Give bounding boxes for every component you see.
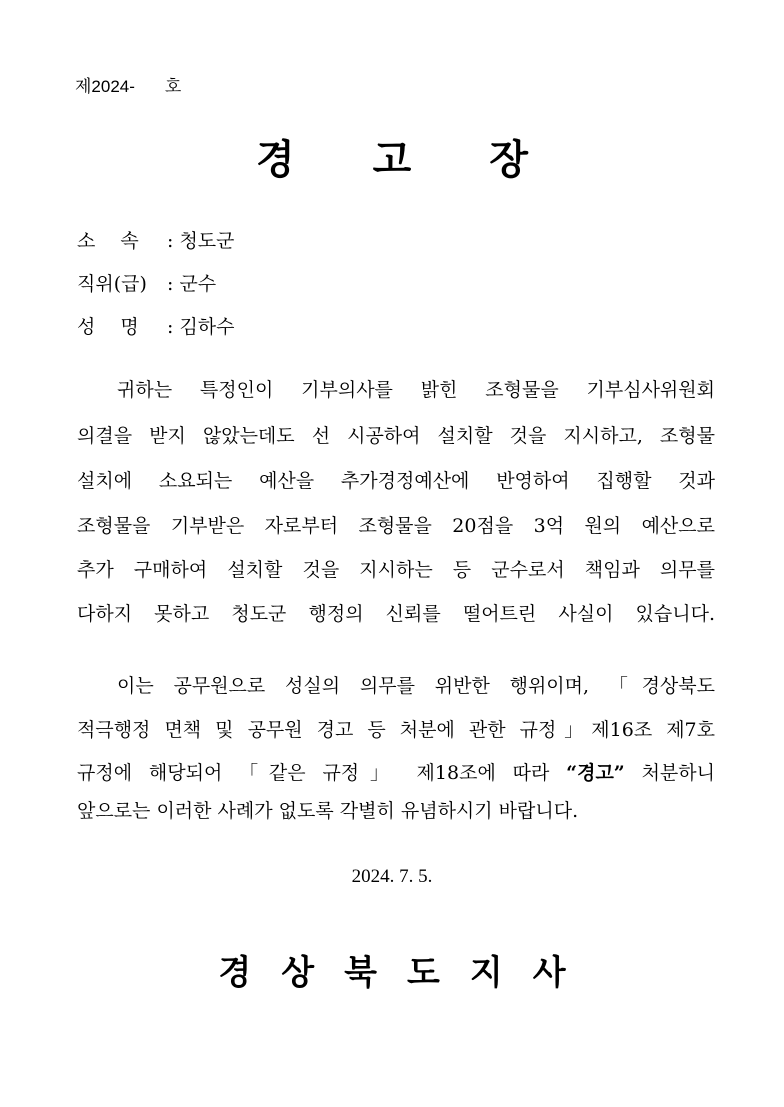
title-char: 고 (372, 136, 412, 183)
title-char: 장 (489, 136, 528, 183)
document-number-prefix: 제2024- (75, 77, 135, 96)
title-char: 경 (256, 136, 295, 183)
info-value: : 김하수 (167, 316, 235, 338)
paragraph-text: 규정에 해당되어 「같은 규정」 제18조에 따라 (77, 762, 550, 784)
paragraph-line: 조형물을 기부받은 자로부터 조형물을 20점을 3억 원의 예산으로 (77, 515, 715, 537)
document-number-suffix: 호 (164, 77, 182, 96)
issuer-char: 북 (344, 953, 377, 993)
issuer-char: 경 (218, 953, 252, 993)
page-title (0, 128, 784, 185)
info-label: 소 속 (77, 230, 139, 252)
info-label: 성 명 (77, 316, 139, 338)
paragraph-line: 귀하는 특정인이 기부의사를 밝힌 조형물을 기부심사위원회 (117, 379, 715, 401)
info-value: : 청도군 (167, 230, 235, 252)
warning-emphasis: “경고” (566, 762, 625, 784)
document-number (75, 72, 181, 97)
paragraph-line: 다하지 못하고 청도군 행정의 신뢰를 떨어트린 사실이 있습니다. (77, 603, 715, 625)
paragraph-line: 의결을 받지 않았는데도 선 시공하여 설치할 것을 지시하고, 조형물 (77, 425, 715, 447)
paragraph-line: 적극행정 면책 및 공무원 경고 등 처분에 관한 규정」제16조 제7호 (77, 719, 715, 741)
paragraph-line: 이는 공무원으로 성실의 의무를 위반한 행위이며, 「경상북도 (117, 675, 715, 697)
info-position (77, 269, 216, 296)
info-affiliation (77, 226, 235, 253)
info-value: : 군수 (167, 273, 217, 295)
paragraph-line: 설치에 소요되는 예산을 추가경정예산에 반영하여 집행할 것과 (77, 470, 715, 492)
paragraph-line: 앞으로는 이러한 사례가 없도록 각별히 유념하시기 바랍니다. (77, 800, 579, 822)
issue-date: 2024. 7. 5. (351, 866, 433, 887)
info-name (77, 312, 235, 339)
paragraph-line (77, 758, 715, 785)
issuer-signature (0, 945, 784, 994)
issuer-char: 지 (469, 953, 503, 993)
paragraph-line: 추가 구매하여 설치할 것을 지시하는 등 군수로서 책임과 의무를 (77, 559, 715, 581)
info-label: 직위(급) (77, 273, 147, 295)
paragraph-text: 처분하니 (641, 762, 715, 784)
issuer-char: 도 (407, 953, 440, 993)
issuer-char: 상 (281, 953, 315, 993)
issuer-char: 사 (532, 953, 566, 993)
